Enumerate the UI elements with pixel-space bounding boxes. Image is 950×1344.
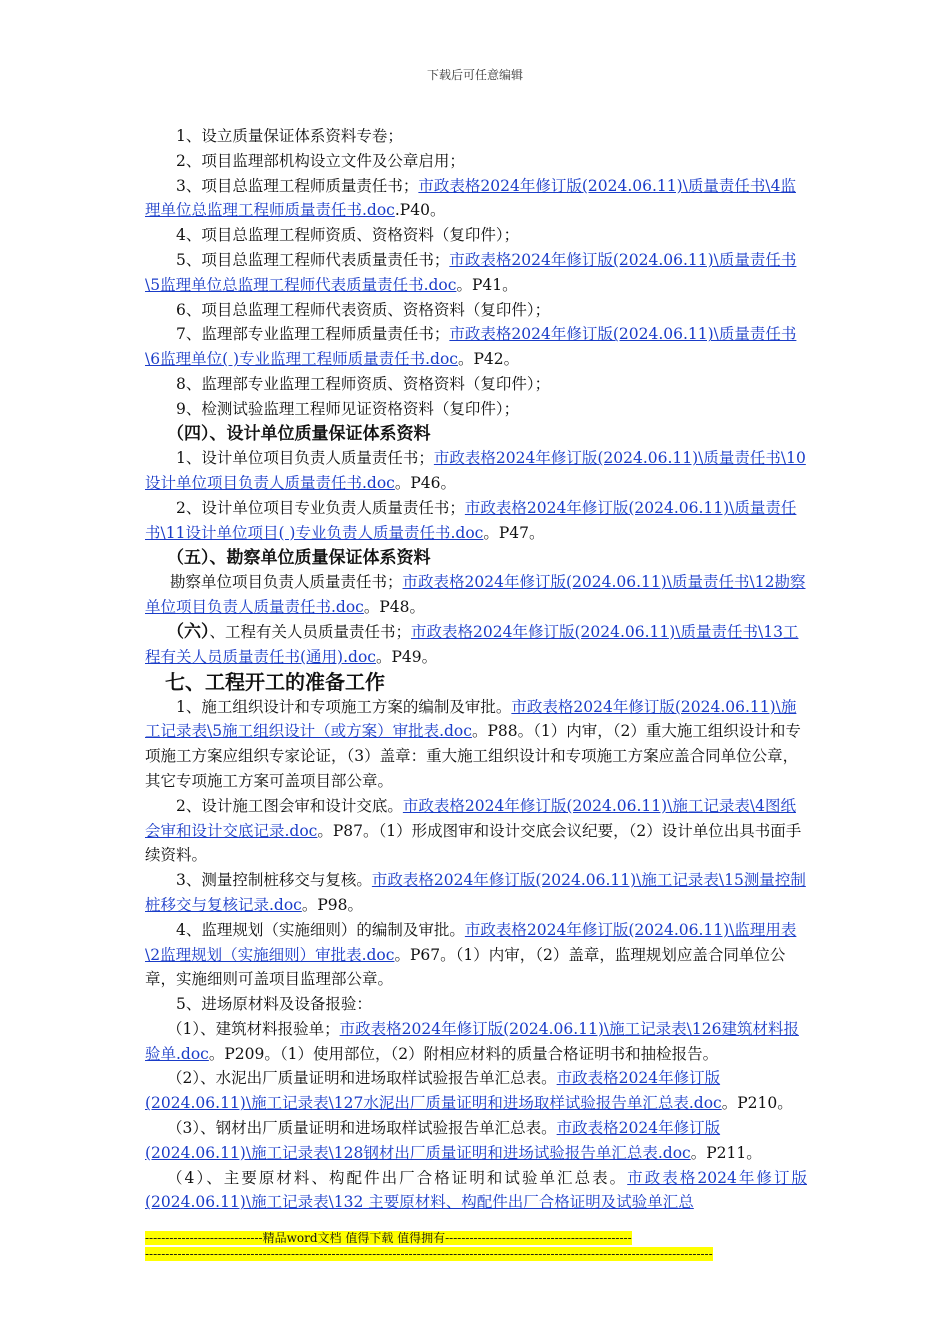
list-item: 4、项目总监理工程师资质、资格资料（复印件）； xyxy=(176,226,520,245)
item-text: 5、项目总监理工程师代表质量责任书； xyxy=(176,250,450,269)
document-link[interactable]: 市政表格2024年修订版(2024.06.11)\质量责任书\6监理单位( )专业监理工程师质量责任书.doc xyxy=(145,325,797,369)
item-text: 4、监理规划（实施细则）的编制及审批。 xyxy=(176,920,465,939)
list-item xyxy=(145,446,807,496)
page-ref: 。P211。 xyxy=(690,1143,762,1162)
document-body xyxy=(145,124,807,1215)
list-item xyxy=(145,794,807,868)
document-link[interactable]: 市政表格2024年修订版(2024.06.11)\质量责任书\4监理单位总监理工程师质量责任书.doc xyxy=(145,176,796,220)
page-ref: 。P49。 xyxy=(375,647,438,666)
document-link[interactable]: 市政表格2024年修订版(2024.06.11)\质量责任书\13工程有关人员质量责任书(通用).doc xyxy=(145,622,799,666)
document-link[interactable]: 市政表格2024年修订版(2024.06.11)\施工记录表\15测量控制桩移交与复核记录.doc xyxy=(145,871,806,914)
item-text: （4）、主要原材料、构配件出厂合格证明和试验单汇总表。 xyxy=(167,1168,628,1187)
list-item xyxy=(145,695,807,794)
item-note: 。P67。（1）内审，（2）盖章，监理规划应盖合同单位公章，实施细则可盖项目监理部公章。 xyxy=(145,945,786,989)
list-item: 8、监理部专业监理工程师资质、资格资料（复印件）； xyxy=(176,374,551,393)
list-item xyxy=(145,918,807,992)
footer-line: -------------------------------------------------------------------------------------------------------------------------------------------- xyxy=(145,1247,713,1261)
list-item: 5、进场原材料及设备报验： xyxy=(176,995,372,1014)
item-text: 2、设计单位项目专业负责人质量责任书； xyxy=(176,498,465,517)
page-ref: 。P42。 xyxy=(457,350,520,369)
footer-line: -----------------------------精品word文档 值得下载 值得拥有---------------------------------------------- xyxy=(145,1231,632,1245)
item-text: 1、设计单位项目负责人质量责任书； xyxy=(176,449,434,468)
section-heading: （五）、勘察单位质量保证体系资料 xyxy=(167,547,431,568)
section-heading: （六） xyxy=(167,621,210,642)
item-text: （3）、钢材出厂质量证明和进场取样试验报告单汇总表。 xyxy=(167,1119,557,1138)
page-ref: 。P41。 xyxy=(456,275,518,294)
item-text: （2）、水泥出厂质量证明和进场取样试验报告单汇总表。 xyxy=(167,1069,557,1088)
page-ref: .P40。 xyxy=(394,201,446,220)
list-item xyxy=(145,1116,807,1166)
document-link[interactable]: 市政表格2024年修订版(2024.06.11)\质量责任书\12勘察单位项目负责人质量责任书.doc xyxy=(145,573,806,617)
item-text: 3、测量控制桩移交与复核。 xyxy=(176,871,372,890)
list-item: 2、项目监理部机构设立文件及公章启用； xyxy=(176,151,465,170)
document-link[interactable]: 市政表格2024年修订版(2024.06.11)\施工记录表\126建筑材料报验单.doc xyxy=(145,1019,799,1063)
item-text: 3、项目总监理工程师质量责任书； xyxy=(176,176,419,195)
page-ref: 。P47。 xyxy=(483,523,545,542)
document-link[interactable]: 市政表格2024年修订版(2024.06.11)\施工记录表\127水泥出厂质量证明和进场取样试验报告单汇总表.doc xyxy=(145,1069,722,1113)
document-link[interactable]: 市政表格2024年修订版(2024.06.11)\监理用表\2监理规划（实施细则）审批表.doc xyxy=(145,920,797,964)
list-item xyxy=(145,322,807,372)
item-note: 。P209。（1）使用部位，（2）附相应材料的质量合格证明书和抽检报告。 xyxy=(208,1044,719,1063)
document-link[interactable]: 市政表格2024年修订版(2024.06.11)\质量责任书\11设计单位项目( )专业负责人质量责任书.doc xyxy=(145,498,797,542)
item-text: 7、监理部专业监理工程师质量责任书； xyxy=(176,325,450,344)
document-link[interactable]: 市政表格2024年修订版(2024.06.11)\施工记录表\128钢材出厂质量证明和进场试验报告单汇总表.doc xyxy=(145,1119,721,1162)
list-item xyxy=(145,868,807,918)
document-link[interactable]: 市政表格2024年修订版(2024.06.11)\质量责任书\10设计单位项目负责人质量责任书.doc xyxy=(145,449,806,493)
list-item: 9、检测试验监理工程师见证资格资料（复印件）； xyxy=(176,399,520,418)
page-ref: 。P210。 xyxy=(721,1094,793,1113)
list-item xyxy=(145,496,807,546)
list-item xyxy=(145,620,807,670)
page-ref: 。P98。 xyxy=(301,895,364,914)
list-item xyxy=(145,1017,807,1067)
page-header: 下载后可任意编辑 xyxy=(426,68,523,82)
page-ref: 。P46。 xyxy=(394,474,457,493)
list-item: 1、设立质量保证体系资料专卷； xyxy=(176,127,403,145)
item-text: 1、施工组织设计和专项施工方案的编制及审批。 xyxy=(176,697,512,716)
chapter-heading: 七、工程开工的准备工作 xyxy=(165,669,385,694)
item-note: 。P87。（1）形成图审和设计交底会议纪要，（2）设计单位出具书面手续资料。 xyxy=(145,821,802,865)
list-item xyxy=(145,1166,807,1216)
page-footer xyxy=(145,1230,743,1262)
list-item xyxy=(145,248,807,298)
list-item xyxy=(145,1066,807,1116)
page-ref: 。P48。 xyxy=(363,598,426,617)
item-text: （1）、建筑材料报验单； xyxy=(167,1019,340,1038)
item-text: 2、设计施工图会审和设计交底。 xyxy=(176,796,403,815)
document-link[interactable]: 市政表格2024年修订版(2024.06.11)\施工记录表\5施工组织设计（或方案）审批表.doc xyxy=(145,697,797,741)
item-text: 勘察单位项目负责人质量责任书； xyxy=(170,573,403,592)
list-item xyxy=(145,570,807,620)
item-note: 。P88。（1）内审，（2）重大施工组织设计和专项施工方案应组织专家论证，（3）盖章：重大施工组织设计和专项施工方案应盖合同单位公章，其它专项施工方案可盖项目部公章。 xyxy=(145,722,801,790)
list-item xyxy=(145,174,807,224)
document-link[interactable]: 市政表格2024年修订版(2024.06.11)\施工记录表\4图纸会审和设计交底记录.doc xyxy=(145,796,796,840)
list-item: 6、项目总监理工程师代表资质、资格资料（复印件）； xyxy=(176,300,551,319)
item-text: 、工程有关人员质量责任书； xyxy=(209,622,412,641)
document-link[interactable]: 市政表格2024年修订版(2024.06.11)\施工记录表\132 主要原材料、构配件出厂合格证明及试验单汇总 xyxy=(145,1168,807,1212)
section-heading: （四）、设计单位质量保证体系资料 xyxy=(167,423,431,444)
document-link[interactable]: 市政表格2024年修订版(2024.06.11)\质量责任书\5监理单位总监理工程师代表质量责任书.doc xyxy=(145,250,797,294)
